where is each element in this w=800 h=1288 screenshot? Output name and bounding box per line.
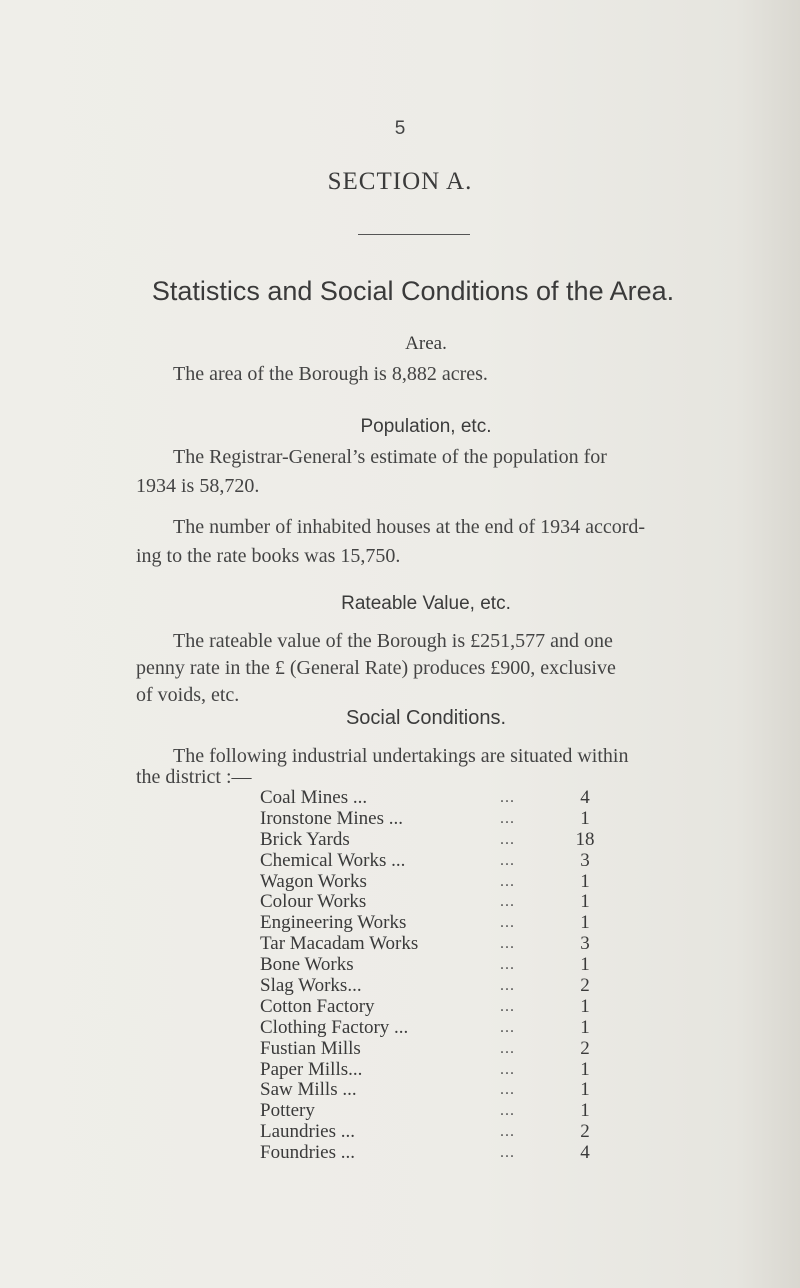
list-item (260, 996, 620, 1017)
list-item (260, 1142, 620, 1163)
area-heading: Area. (405, 333, 447, 354)
list-item (260, 1100, 620, 1121)
list-item (260, 1017, 620, 1038)
leader-dots: ... (500, 956, 515, 974)
leader-dots: ... (500, 851, 515, 869)
population-para1-line2: 1934 is 58,720. (136, 475, 260, 497)
rateable-value-heading: Rateable Value, etc. (341, 593, 511, 614)
industry-count: 1 (580, 995, 590, 1017)
list-item (260, 891, 620, 912)
leader-dots: ... (500, 977, 515, 995)
industry-count: 1 (580, 1100, 590, 1122)
list-item (260, 933, 620, 954)
leader-dots: ... (500, 1039, 515, 1057)
page-number: 5 (394, 118, 406, 139)
leader-dots: ... (500, 1060, 515, 1078)
industry-name: Brick Yards (260, 828, 350, 850)
leader-dots: ... (500, 997, 515, 1015)
leader-dots: ... (500, 1144, 515, 1162)
industry-count: 1 (580, 891, 590, 913)
main-heading: Statistics and Social Conditions of the Area. (151, 276, 675, 306)
industry-count: 1 (580, 870, 590, 892)
industry-count: 2 (580, 1037, 590, 1059)
list-item (260, 1059, 620, 1080)
leader-dots: ... (500, 830, 515, 848)
list-item (260, 954, 620, 975)
industry-count: 4 (580, 787, 590, 808)
industry-name: Pottery (260, 1100, 315, 1122)
social-conditions-intro-line2: the district :— (136, 766, 252, 788)
industry-count: 3 (580, 933, 590, 955)
leader-dots: ... (500, 914, 515, 932)
industries-list (260, 787, 620, 1163)
industry-count: 1 (580, 807, 590, 829)
industry-name: Clothing Factory ... (260, 1016, 409, 1038)
rateable-value-line1: The rateable value of the Borough is £251,577 and one (173, 630, 613, 652)
industry-name: Foundries ... (260, 1142, 355, 1164)
industry-count: 2 (580, 975, 590, 997)
industry-name: Saw Mills ... (260, 1079, 357, 1101)
industry-name: Slag Works... (260, 975, 362, 997)
social-conditions-heading: Social Conditions. (345, 707, 507, 729)
population-para2-line2: ing to the rate books was 15,750. (136, 545, 401, 567)
list-item (260, 912, 620, 933)
list-item (260, 850, 620, 871)
leader-dots: ... (500, 1018, 515, 1036)
industry-count: 4 (580, 1142, 590, 1164)
list-item (260, 1038, 620, 1059)
industry-name: Paper Mills... (260, 1058, 363, 1080)
list-item (260, 871, 620, 892)
industry-count: 1 (580, 912, 590, 934)
section-title: SECTION A. (327, 168, 473, 195)
industry-count: 2 (580, 1121, 590, 1143)
industry-name: Laundries ... (260, 1121, 355, 1143)
industry-name: Engineering Works (260, 912, 407, 934)
industry-name: Colour Works (260, 891, 367, 913)
industry-name: Bone Works (260, 954, 354, 976)
industry-name: Tar Macadam Works (260, 933, 419, 955)
rateable-value-line2: penny rate in the £ (General Rate) produces £900, exclusive (136, 657, 616, 679)
population-heading: Population, etc. (360, 416, 492, 437)
leader-dots: ... (500, 1081, 515, 1099)
industry-name: Wagon Works (260, 870, 367, 892)
population-para1-line1: The Registrar-General’s estimate of the population for (173, 446, 607, 468)
social-conditions-intro-line1: The following industrial undertakings are situated within (173, 745, 629, 767)
leader-dots: ... (500, 893, 515, 911)
leader-dots: ... (500, 935, 515, 953)
industry-name: Fustian Mills (260, 1037, 361, 1059)
list-item (260, 1079, 620, 1100)
industry-name: Chemical Works ... (260, 849, 406, 871)
industry-count: 1 (580, 1079, 590, 1101)
leader-dots: ... (500, 1123, 515, 1141)
industry-name: Cotton Factory (260, 995, 375, 1017)
list-item (260, 975, 620, 996)
industry-name: Ironstone Mines ... (260, 807, 404, 829)
list-item (260, 808, 620, 829)
list-item (260, 829, 620, 850)
list-item (260, 787, 620, 808)
leader-dots: ... (500, 872, 515, 890)
industry-count: 1 (580, 954, 590, 976)
leader-dots: ... (500, 789, 515, 806)
industry-name: Coal Mines ... (260, 787, 368, 808)
list-item (260, 1121, 620, 1142)
title-divider (358, 234, 470, 235)
leader-dots: ... (500, 1102, 515, 1120)
industry-count: 1 (580, 1016, 590, 1038)
population-para2-line1: The number of inhabited houses at the end of 1934 accord- (173, 516, 646, 538)
area-text: The area of the Borough is 8,882 acres. (173, 363, 488, 385)
leader-dots: ... (500, 809, 515, 827)
rateable-value-line3: of voids, etc. (136, 684, 240, 706)
industry-count: 18 (575, 828, 595, 850)
industry-count: 1 (580, 1058, 590, 1080)
industry-count: 3 (580, 849, 590, 871)
